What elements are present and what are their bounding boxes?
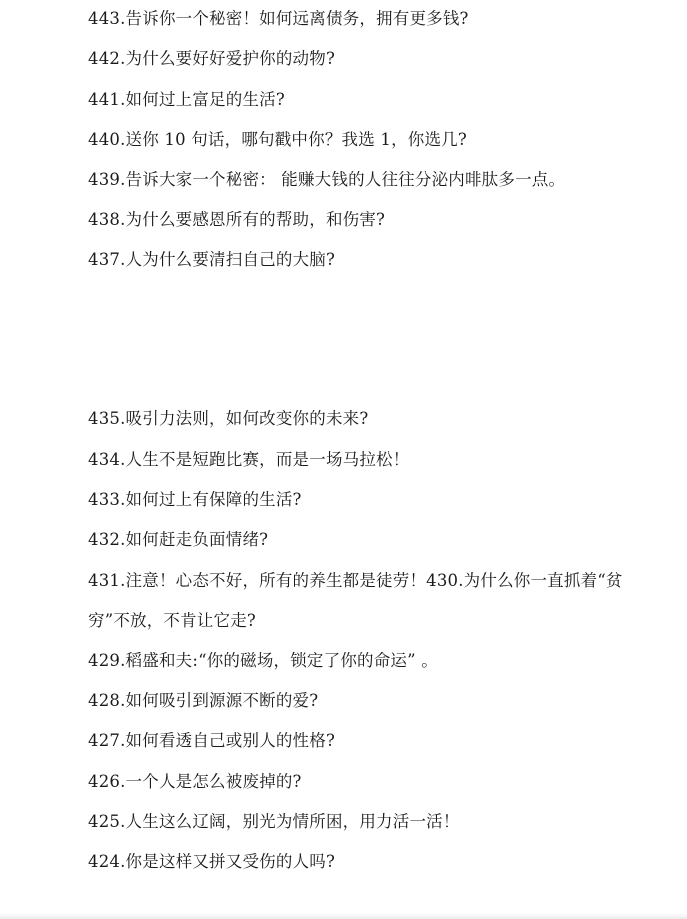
text-line: 442.为什么要好好爱护你的动物? <box>88 49 335 68</box>
text-line: 428.如何吸引到源源不断的爱? <box>88 691 319 710</box>
text-line: 穷”不放，不肯让它走? <box>88 611 256 630</box>
text-line: 429.稻盛和夫:“你的磁场，锁定了你的命运” 。 <box>88 651 438 670</box>
text-line: 434.人生不是短跑比赛，而是一场马拉松！ <box>88 450 410 469</box>
text-line: 433.如何过上有保障的生活? <box>88 490 302 509</box>
text-line: 443.告诉你一个秘密！如何远离债务，拥有更多钱? <box>88 9 469 28</box>
text-line: 426.一个人是怎么被废掉的? <box>88 772 302 791</box>
text-line: 424.你是这样又拼又受伤的人吗? <box>88 852 335 871</box>
text-line: 427.如何看透自己或别人的性格? <box>88 731 335 750</box>
page-bottom-edge <box>0 913 687 919</box>
text-line: 425.人生这么辽阔，别光为情所困，用力活一活！ <box>88 812 460 831</box>
text-line: 438.为什么要感恩所有的帮助，和伤害? <box>88 210 386 229</box>
text-line: 439.告诉大家一个秘密： 能赚大钱的人往往分泌内啡肽多一点。 <box>88 170 566 189</box>
text-line: 441.如何过上富足的生活? <box>88 90 285 109</box>
text-line: 435.吸引力法则，如何改变你的未来? <box>88 409 369 428</box>
text-line: 437.人为什么要清扫自己的大脑? <box>88 250 335 269</box>
text-line: 440.送你 10 句话，哪句戳中你？我选 1，你选几? <box>88 130 467 149</box>
text-line: 432.如何赶走负面情绪? <box>88 530 269 549</box>
text-line: 431.注意！心态不好，所有的养生都是徒劳！430.为什么你一直抓着“贫 <box>88 571 623 590</box>
